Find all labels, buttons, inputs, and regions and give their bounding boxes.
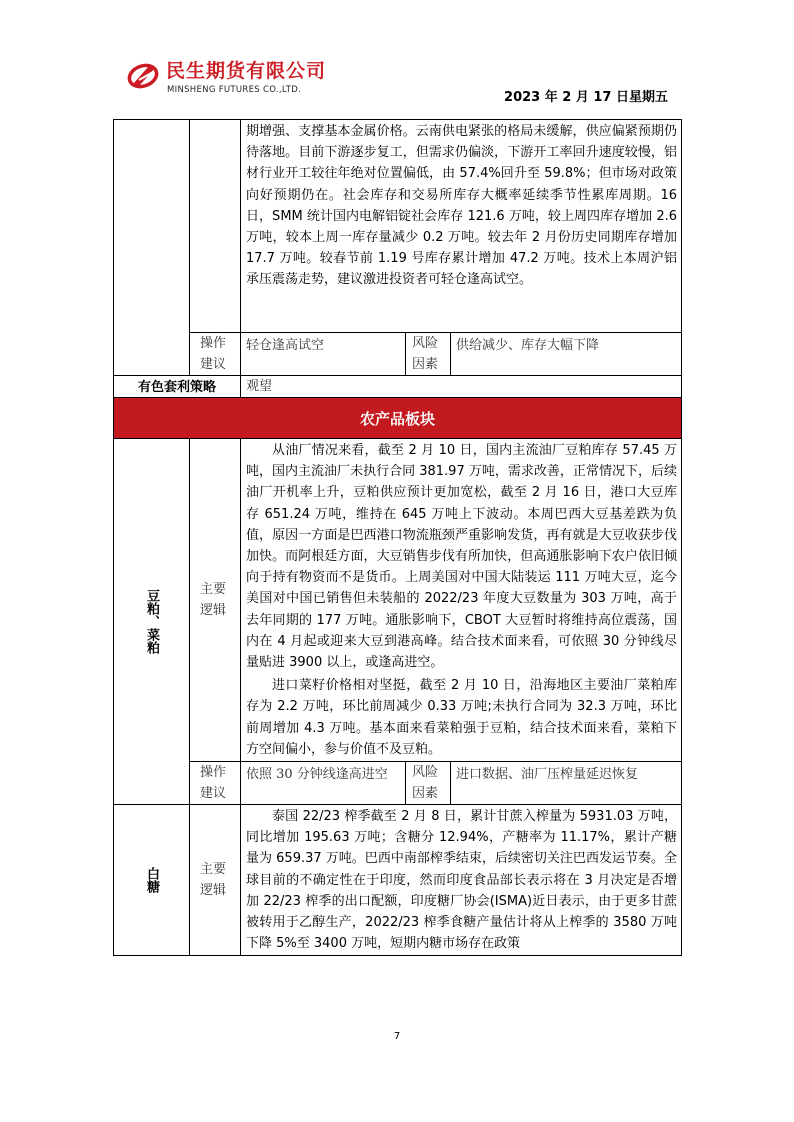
soymeal-commodity-label: 豆粕、菜粕 (114, 439, 190, 805)
company-name-cn: 民生期货有限公司 (166, 60, 327, 82)
aluminum-logic-row (114, 120, 682, 333)
page-header (0, 0, 794, 118)
aluminum-operation-row (114, 333, 682, 376)
soymeal-risk-value: 进口数据、油厂压榨量延迟恢复 (456, 767, 639, 783)
aluminum-op-value: 轻仓逢高试空 (246, 338, 325, 353)
soymeal-logic-row (114, 439, 682, 762)
nonferrous-strategy-value: 观望 (246, 379, 273, 394)
aluminum-risk-value: 供给减少、库存大幅下降 (456, 338, 600, 353)
aluminum-logic-text: 期增强、支撑基本金属价格。云南供电紧张的格局未缓解，供应偏紧预期仍待落地。目前下游逐步复工，但需求仍偏淡，下游开工率回升速度较慢，铝材行业开工较往年绝对位置偏低，由 57.4%回升至 59.8%；但市场对政策向好预期仍在。社会库存和交易所库存大概率延续季节性累库周期。16 日，SMM 统计国内电解铝锭社会库存 121.6 万吨，较上周四库存增加 2.6 万吨，较本上周一库存量减少 0.2 万吨。较去年 2 月份历史同期库存增加 17.7 万吨。较春节前 1.19 号库存累计增加 47.2 万吨。技术上本周沪铝承压震荡走势，建议激进投资者可轻仓逢高试空。 (246, 124, 677, 288)
aluminum-op-label: 操作建议 (200, 336, 227, 372)
aluminum-risk-label: 风险因素 (412, 336, 439, 372)
aluminum-commodity-cell (114, 120, 190, 376)
soymeal-risk-label: 风险因素 (412, 765, 439, 802)
agri-section-row (114, 398, 682, 439)
aluminum-logic-label-cell (190, 120, 241, 333)
minsheng-logo-icon (127, 58, 161, 92)
report-date: 2023 年 2 月 17 日星期五 (504, 90, 668, 105)
sugar-logic-label: 主要逻辑 (200, 862, 227, 899)
sugar-commodity-label: 白糖 (114, 805, 190, 956)
company-name-en: MINSHENG FUTURES CO.,LTD. (167, 85, 302, 95)
soymeal-op-value: 依照 30 分钟线逢高进空 (246, 767, 388, 783)
nonferrous-strategy-row (114, 376, 682, 398)
soymeal-op-label: 操作建议 (200, 765, 227, 802)
sugar-logic-row (114, 805, 682, 956)
sugar-paragraph-1: 泰国 22/23 榨季截至 2 月 8 日，累计甘蔗入榨量为 5931.03 万吨，同比增加 195.63 万吨；含糖分 12.94%，产糖率为 11.17%，累计产糖量为 659.37 万吨。巴西中南部榨季结束，后续密切关注巴西发运节奏。全球目前的不确定性在于印度，然而印度食品部长表示将在 3 月决定是否增加 22/23 榨季的出口配额，印度糖厂协会(ISMA)近日表示，由于更多甘蔗被转用于乙醇生产，2022/23 榨季食糖产量估计将从上榨季的 3580 万吨下降 5%至 3400 万吨，短期内糖市场存在政策 (246, 809, 677, 952)
sugar-logic-cell (241, 805, 682, 956)
page-number: 7 (393, 1031, 401, 1042)
agri-section-title: 农产品板块 (114, 398, 682, 439)
soymeal-paragraph-1: 从油厂情况来看，截至 2 月 10 日，国内主流油厂豆粕库存 57.45 万吨，国内主流油厂未执行合同 381.97 万吨，需求改善，正常情况下，后续油厂开机率上升，豆粕供应预计更加宽松，截至 2 月 16 日，港口大豆库存 651.24 万吨，维持在 645 万吨上下波动。本周巴西大豆基差跌为负值，原因一方面是巴西港口物流瓶颈严重影响发货，再有就是大豆收获步伐加快。而阿根廷方面，大豆销售步伐有所加快，但高通胀影响下农户依旧倾向于持有物资而不是货币。上周美国对中国大陆装运 111 万吨大豆，迄今美国对中国已销售但未装船的 2022/23 年度大豆数量为 303 万吨，高于去年同期的 177 万吨。通胀影响下，CBOT 大豆暂时将维持高位震荡，国内在 4 月起或迎来大豆到港高峰。结合技术面来看，可依照 30 分钟线尽量贴进 3900 以上，或逢高进空。 (246, 443, 677, 671)
soymeal-logic-cell (241, 439, 682, 762)
nonferrous-strategy-label: 有色套利策略 (114, 376, 241, 398)
strategy-table (113, 119, 682, 956)
soymeal-paragraph-2: 进口菜籽价格相对坚挺，截至 2 月 10 日，沿海地区主要油厂菜粕库存为 2.2 万吨，环比前周减少 0.33 万吨;未执行合同为 32.3 万吨，环比前周增加 4.3 万吨。基本面来看菜粕强于豆粕，结合技术面来看，菜粕下方空间偏小，参与价值不及豆粕。 (246, 678, 677, 757)
aluminum-logic-cell (241, 120, 682, 333)
soymeal-logic-label: 主要逻辑 (200, 582, 227, 619)
soymeal-operation-row (114, 762, 682, 805)
